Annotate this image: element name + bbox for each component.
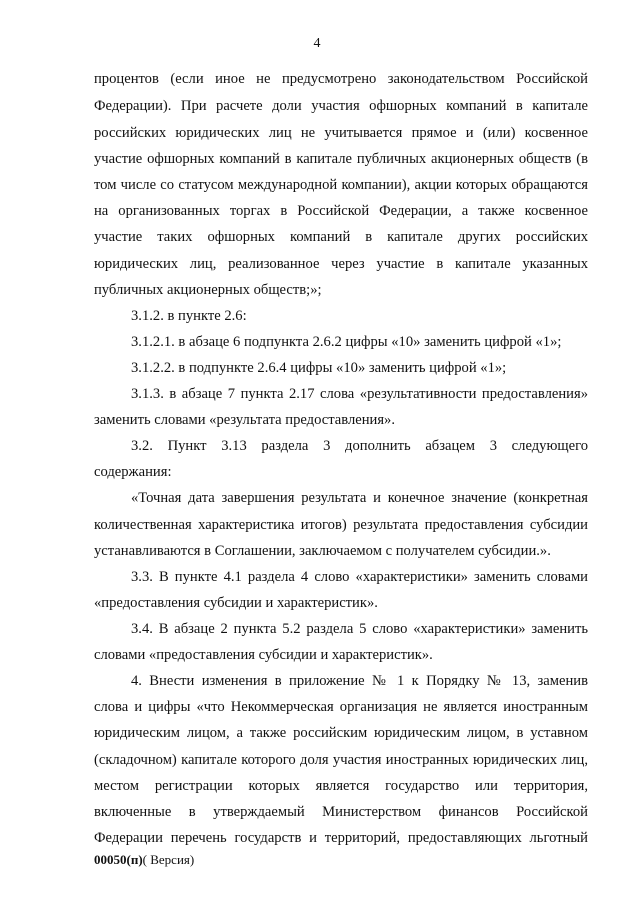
document-version: ( Версия)	[142, 852, 195, 867]
text-line: 3.4. В абзаце 2 пункта 5.2 раздела 5 слово «характеристики» заменить	[131, 621, 588, 637]
text-line: устанавливаются в Соглашении, заключаемом с получателем субсидии.».	[94, 543, 551, 559]
text-line: юридическим лицом, а также российским юридическим лицом, в уставном	[94, 725, 588, 741]
text-line: на организованных торгах в Российской Федерации, а также косвенное	[94, 203, 588, 219]
text-line: местом регистрации которых является государство или территория,	[94, 778, 588, 794]
text-line: 3.1.3. в абзаце 7 пункта 2.17 слова «результативности предоставления»	[131, 386, 588, 402]
text-line: слова и цифры «что Некоммерческая организация не является иностранным	[94, 699, 588, 715]
page-number: 4	[313, 36, 321, 51]
text-line: 3.1.2. в пункте 2.6:	[131, 308, 247, 324]
text-line: 3.2. Пункт 3.13 раздела 3 дополнить абзацем 3 следующего	[131, 438, 588, 454]
text-line: заменить словами «результата предоставления».	[94, 412, 395, 428]
text-line: 4. Внести изменения в приложение № 1 к Порядку № 13, заменив	[131, 673, 588, 689]
document-footer	[94, 852, 194, 868]
text-line: количественная характеристика итогов) результата предоставления субсидии	[94, 517, 588, 533]
text-line: том числе со статусом международной компании), акции которых обращаются	[94, 177, 588, 193]
text-line: юридических лиц, реализованное через участие в капитале указанных	[94, 256, 588, 272]
text-line: российских юридических лиц не учитывается прямое и (или) косвенное	[94, 125, 588, 141]
text-line: участие офшорных компаний в капитале публичных акционерных обществ (в	[94, 151, 588, 167]
text-line: словами «предоставления субсидии и характеристик».	[94, 647, 433, 663]
text-line: публичных акционерных обществ;»;	[94, 282, 322, 298]
text-line: Федерации перечень государств и территорий, предоставляющих льготный	[94, 830, 588, 846]
text-line: «Точная дата завершения результата и конечное значение (конкретная	[131, 490, 588, 506]
text-line: 3.1.2.2. в подпункте 2.6.4 цифры «10» заменить цифрой «1»;	[131, 360, 507, 376]
document-code: 00050(п)	[94, 852, 143, 867]
text-line: 3.1.2.1. в абзаце 6 подпункта 2.6.2 цифры «10» заменить цифрой «1»;	[131, 334, 562, 350]
text-line: содержания:	[94, 464, 172, 480]
text-line: «предоставления субсидии и характеристик».	[94, 595, 378, 611]
text-line: участие таких офшорных компаний в капитале других российских	[94, 229, 588, 245]
text-line: включенные в утверждаемый Министерством финансов Российской	[94, 804, 588, 820]
text-line: процентов (если иное не предусмотрено законодательством Российской	[94, 71, 588, 87]
text-line: Федерации). При расчете доли участия офшорных компаний в капитале	[94, 98, 588, 114]
text-line: 3.3. В пункте 4.1 раздела 4 слово «характеристики» заменить словами	[131, 569, 588, 585]
text-line: (складочном) капитале которого доля участия иностранных юридических лиц,	[94, 752, 588, 768]
